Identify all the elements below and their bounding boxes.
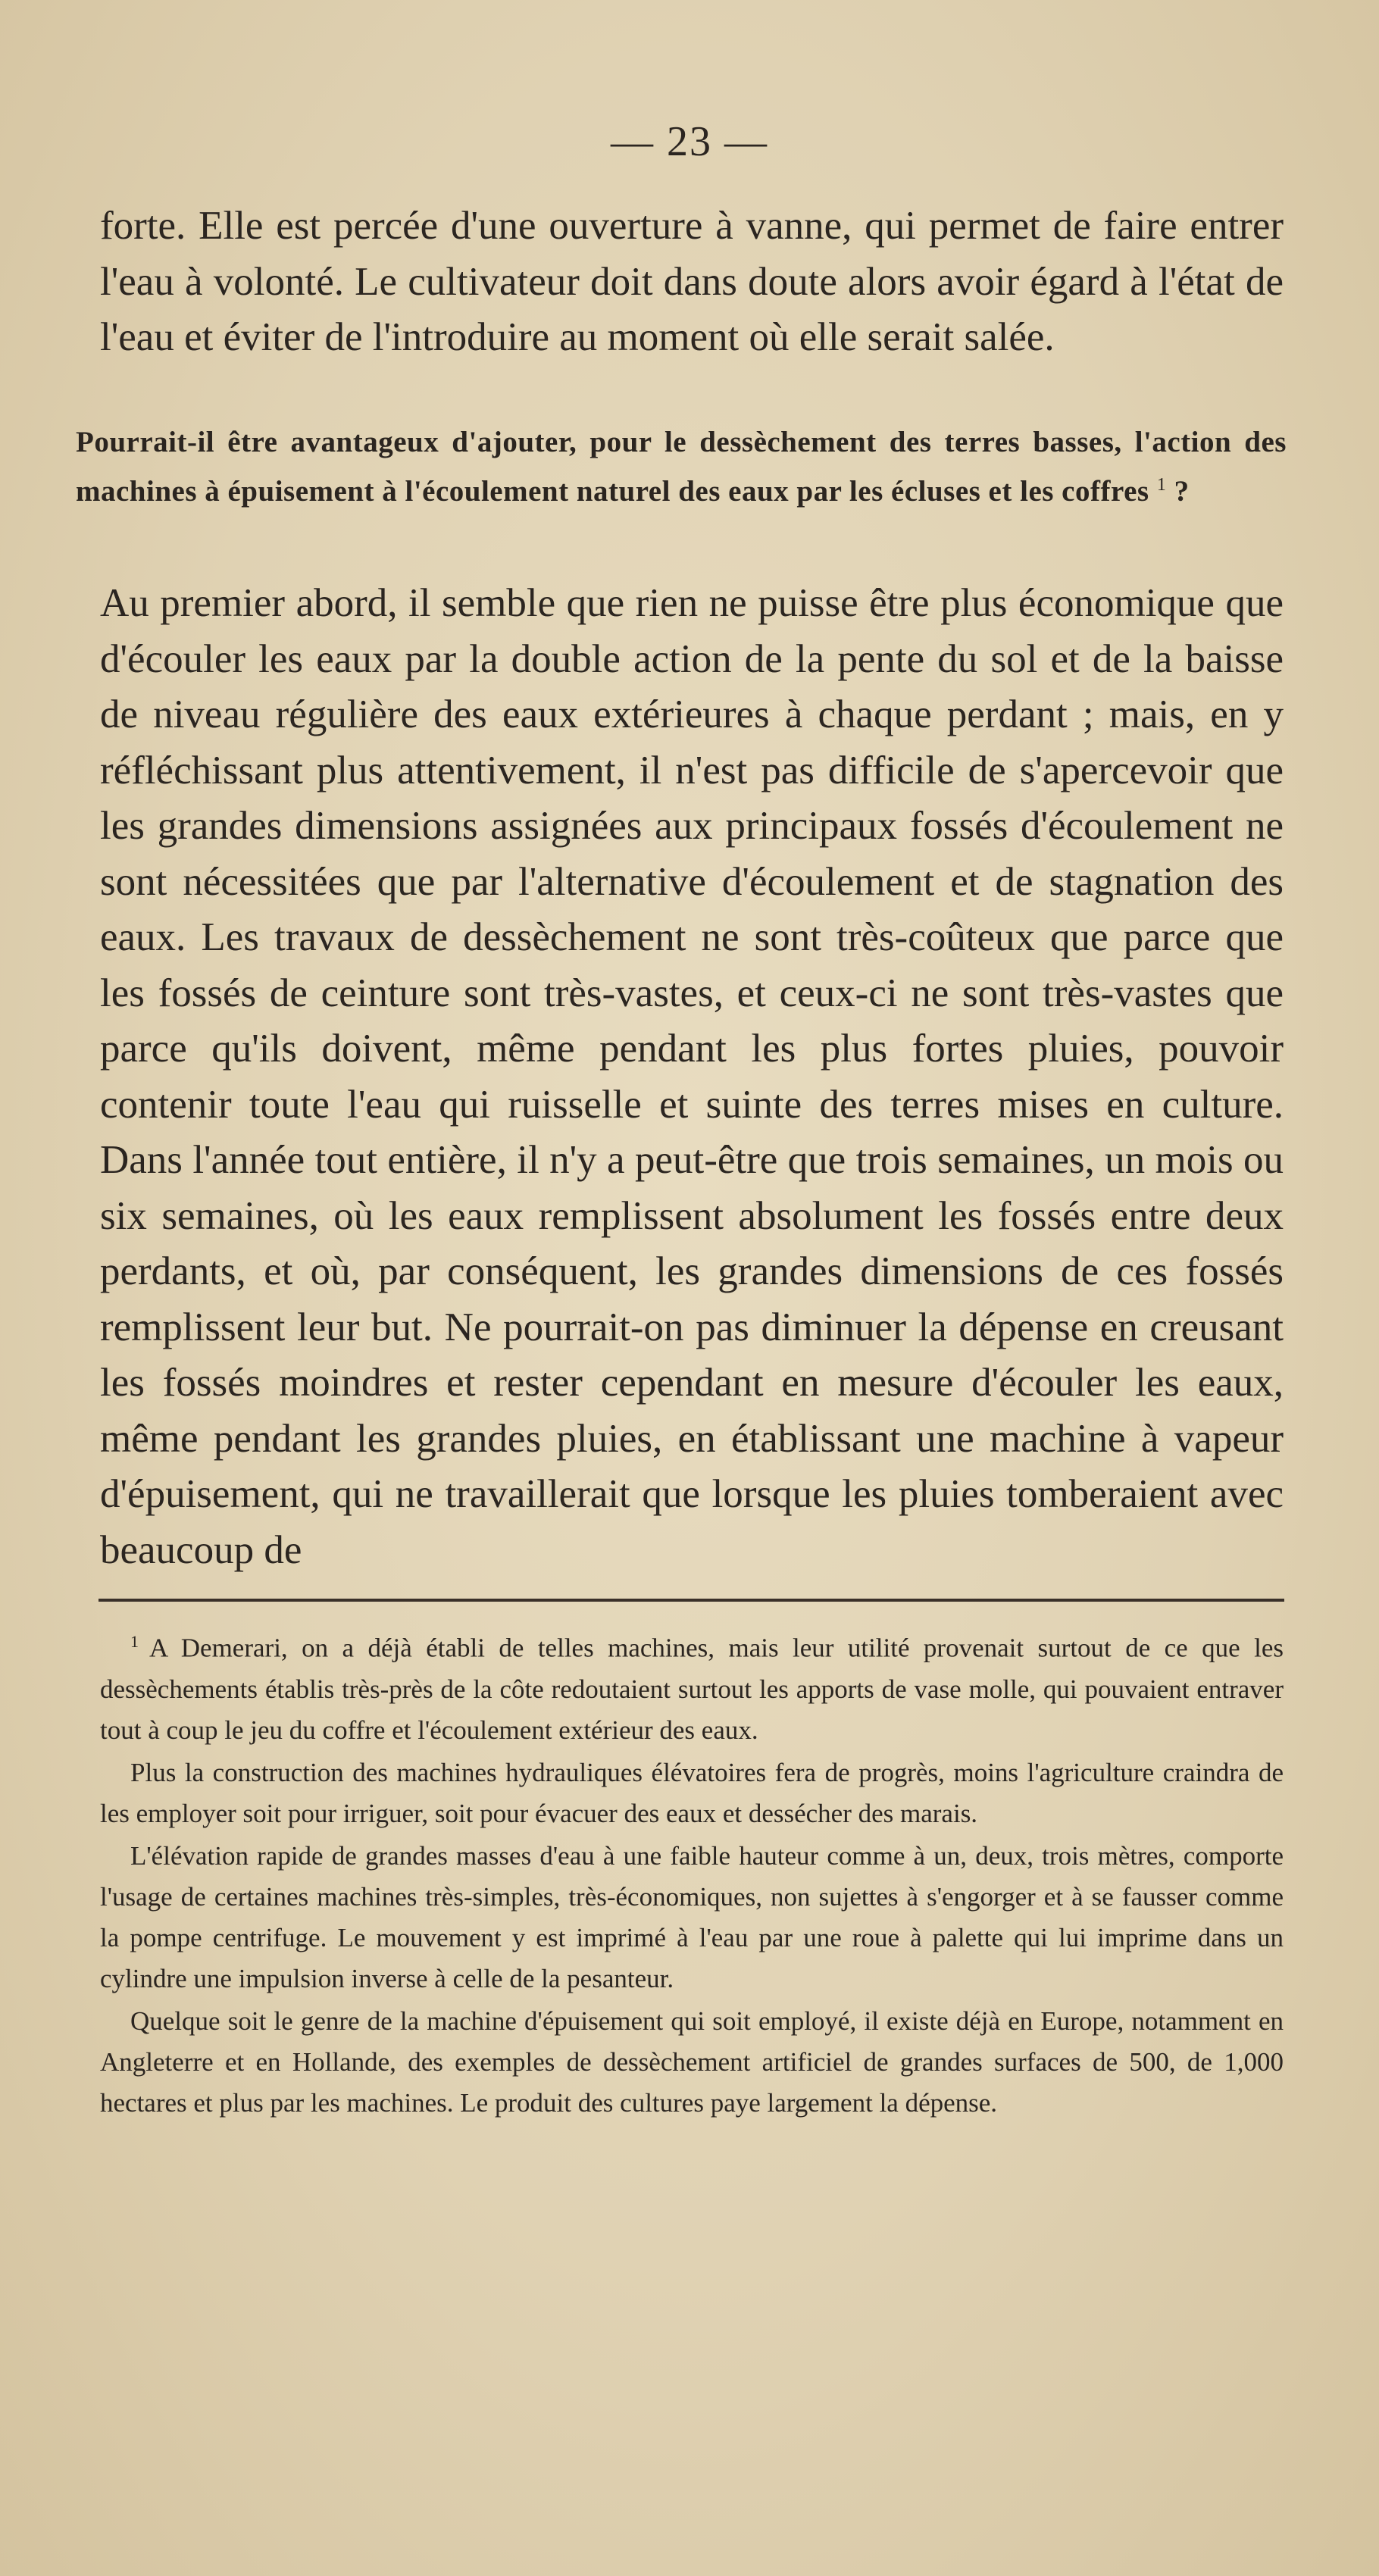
main-paragraph-block (100, 576, 1284, 1578)
question-text: Pourrait-il être avantageux d'ajouter, pour le dessèchement des terres basses, l'action des machines à épuisement à l'écoulement naturel des eaux par les écluses et les coffres (76, 426, 1287, 508)
intro-paragraph-block (100, 199, 1284, 366)
footnote-paragraph-1 (100, 1621, 1284, 1751)
question-mark: ? (1166, 475, 1190, 508)
footnote-separator-rule (98, 1599, 1284, 1602)
footnote-text-1: A Demerari, on a déjà établi de telles machines, mais leur utilité provenait surtout de ce que les dessèchements établis très-près de la côte redoutaient surtout les apports de vase molle, qui pouvaient entraver tout à coup le jeu du coffre et l'écoulement extérieur des eaux. (100, 1633, 1284, 1745)
footnotes-block (100, 1621, 1284, 2125)
section-question-heading (76, 420, 1287, 513)
footnote-marker: 1 (130, 1632, 139, 1651)
footnote-paragraph-3: L'élévation rapide de grandes masses d'eau à une faible hauteur comme à un, deux, trois mètres, comporte l'usage de certaines machines très-simples, très-économiques, non sujettes à s'engorger et à se fausser comme la pompe centrifuge. Le mouvement y est imprimé à l'eau par une roue à palette qui lui imprime dans un cylindre une impulsion inverse à celle de la pesanteur. (100, 1840, 1284, 1993)
question-text-line (76, 420, 1287, 513)
main-paragraph: Au premier abord, il semble que rien ne puisse être plus économique que d'écouler les eaux par la double action de la pente du sol et de la baisse de niveau régulière des eaux extérieures à chaque perdant ; mais, en y réfléchissant plus attentivement, il n'est pas difficile de s'apercevoir que les grandes dimensions assignées aux principaux fossés d'écoulement ne sont nécessitées que par l'alternative d'écoulement et de stagnation des eaux. Les travaux de dessèchement ne sont très-coûteux que parce que les fossés de ceinture sont très-vastes, et ceux-ci ne sont très-vastes que parce qu'ils doivent, même pendant les plus fortes pluies, pouvoir contenir toute l'eau qui ruisselle et suinte des terres mises en culture. Dans l'année tout entière, il n'y a peut-être que trois semaines, un mois ou six semaines, où les eaux remplissent absolument les fossés entre deux perdants, et où, par conséquent, les grandes dimensions de ces fossés remplissent leur but. Ne pourrait-on pas diminuer la dépense en creusant les fossés moindres et rester cependant en mesure d'écouler les eaux, même pendant les grandes pluies, en établissant une machine à vapeur d'épuisement, qui ne travaillerait que lorsque les pluies tomberaient avec beaucoup de (100, 581, 1284, 1572)
intro-paragraph: forte. Elle est percée d'une ouverture à vanne, qui permet de faire entrer l'eau à volonté. Le cultivateur doit dans doute alors avoir égard à l'état de l'eau et éviter de l'introduire au moment où elle serait salée. (100, 204, 1284, 359)
page-number: — 23 — (611, 118, 768, 165)
footnote-paragraph-2: Plus la construction des machines hydrauliques élévatoires fera de progrès, moins l'agriculture craindra de les employer soit pour irriguer, soit pour évacuer des eaux et dessécher des marais. (100, 1757, 1284, 1828)
footnote-paragraph-4: Quelque soit le genre de la machine d'épuisement qui soit employé, il existe déjà en Europe, notamment en Angleterre et en Hollande, des exemples de dessèchement artificiel de grandes surfaces de 500, de 1,000 hectares et plus par les machines. Le produit des cultures paye largement la dépense. (100, 2005, 1284, 2118)
footnote-reference: 1 (1156, 475, 1167, 495)
